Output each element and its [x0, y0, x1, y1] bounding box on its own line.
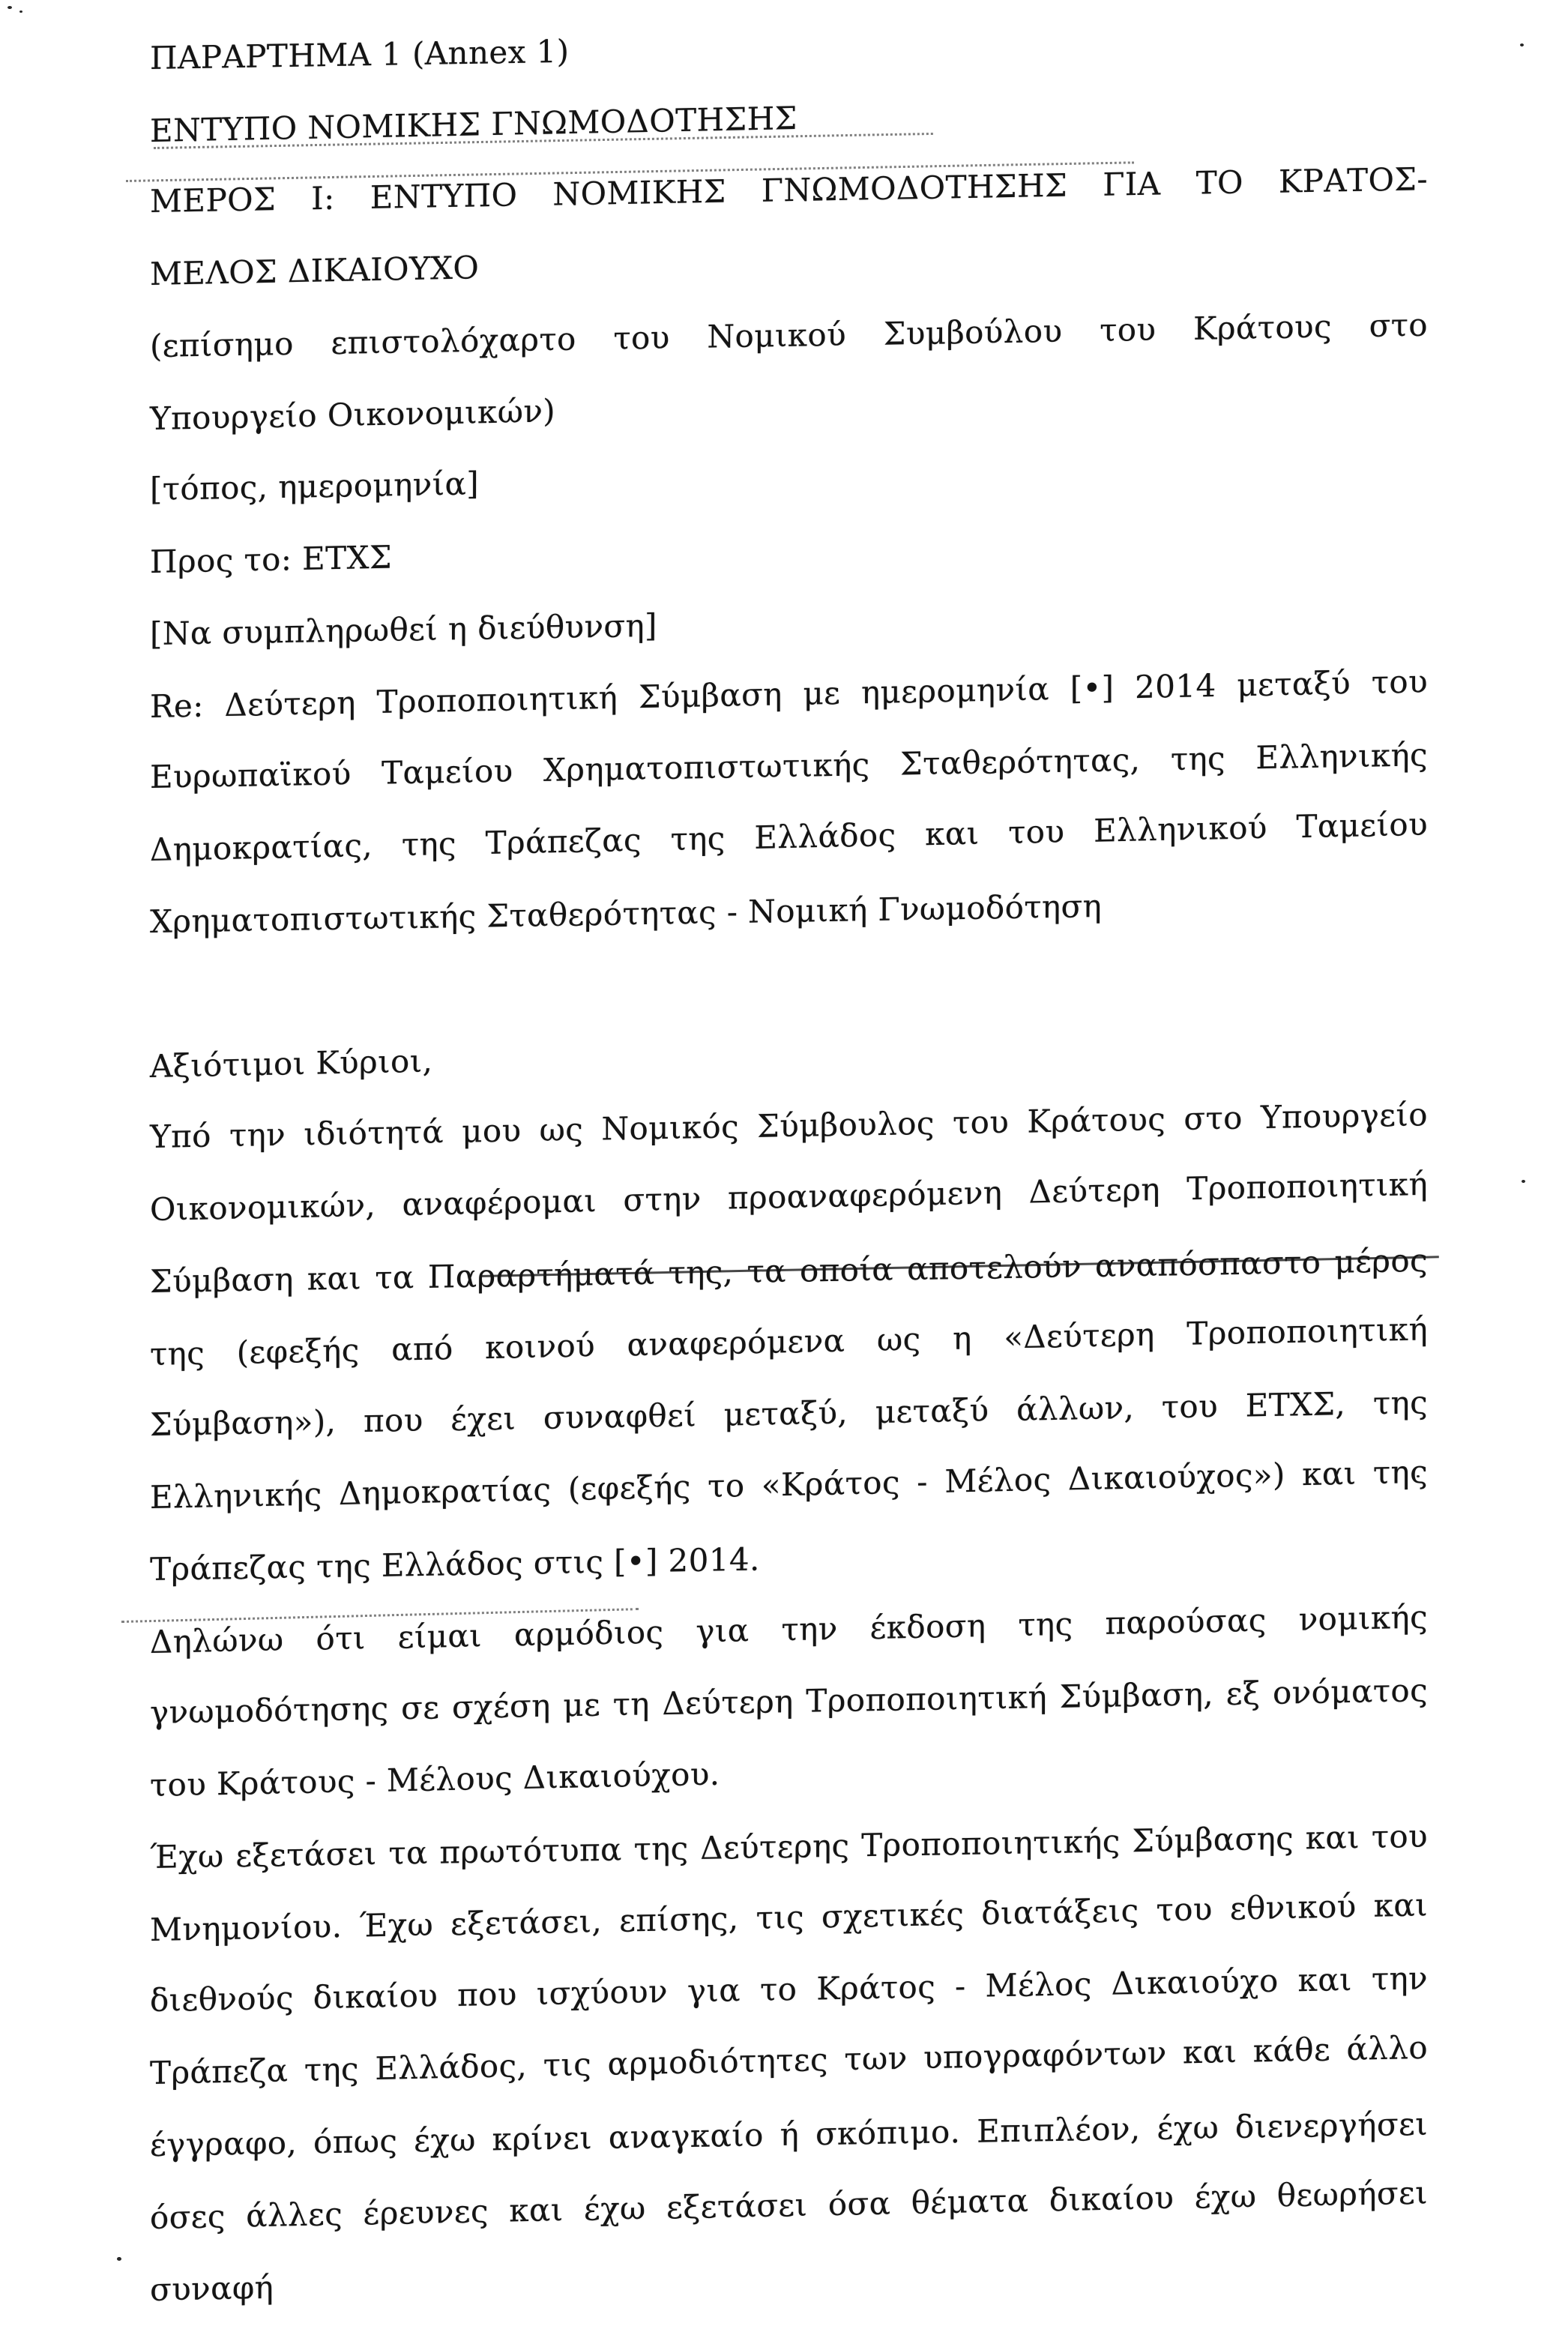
text-line-7: [τόπος, ημερομηνία]: [149, 465, 480, 508]
text-line-10: Re: Δεύτερη Τροποποιητική Σύμβαση με ημερομηνία [•] 2014 μεταξύ του: [149, 663, 1429, 725]
text-line-30: όσες άλλες έρευνες και έχω εξετάσει όσα θέματα δικαίου έχω θεωρήσει συναφή: [149, 2174, 1429, 2308]
text-line-17: Σύμβαση και τα Παραρτήματά της, τα οποία αποτελούν αναπόσπαστο μέρος: [149, 1241, 1429, 1301]
scan-speck: [19, 10, 22, 13]
scan-speck: [117, 2257, 121, 2261]
text-line-20: Ελληνικής Δημοκρατίας (εφεξής το «Κράτος - Μέλος Δικαιούχος») και της: [149, 1453, 1429, 1516]
text-line-11: Ευρωπαϊκού Ταμείου Χρηματοπιστωτικής Σταθερότητας, της Ελληνικής: [149, 736, 1429, 796]
text-line-12: Δημοκρατίας, της Τράπεζας της Ελλάδος και του Ελληνικού Ταμείου: [149, 805, 1429, 868]
text-line-16: Οικονομικών, αναφέρομαι στην προαναφερόμενη Δεύτερη Τροποποιητική: [149, 1165, 1429, 1228]
scan-speck: [1520, 43, 1524, 46]
text-line-1: ΠΑΡΑΡΤΗΜΑ 1 (Annex 1): [149, 32, 570, 77]
scan-speck: [1522, 1180, 1525, 1183]
text-line-3: ΜΕΡΟΣ Ι: ΕΝΤΥΠΟ ΝΟΜΙΚΗΣ ΓΝΩΜΟΔΟΤΗΣΗΣ ΓΙΑ ΤΟ ΚΡΑΤΟΣ-: [149, 160, 1429, 220]
text-line-23: γνωμοδότησης σε σχέση με τη Δεύτερη Τροποποιητική Σύμβαση, εξ ονόματος: [149, 1672, 1429, 1732]
text-line-29: έγγραφο, όπως έχω κρίνει αναγκαίο ή σκόπιμο. Επιπλέον, έχω διενεργήσει: [149, 2105, 1429, 2164]
text-line-26: Μνημονίου. Έχω εξετάσει, επίσης, τις σχετικές διατάξεις του εθνικού και: [149, 1886, 1429, 1948]
text-line-13: Χρηματοπιστωτικής Σταθερότητας - Νομική Γνωμοδότηση: [149, 887, 1103, 941]
text-line-28: Τράπεζα της Ελλάδος, τις αρμοδιότητες των υπογραφόντων και κάθε άλλο: [149, 2028, 1429, 2091]
text-line-15: Υπό την ιδιότητά μου ως Νομικός Σύμβουλος του Κράτους στο Υπουργείο: [149, 1096, 1429, 1156]
text-line-2: ΕΝΤΥΠΟ ΝΟΜΙΚΗΣ ΓΝΩΜΟΔΟΤΗΣΗΣ: [149, 99, 797, 149]
text-line-27: διεθνούς δικαίου που ισχύουν για το Κράτος - Μέλος Δικαιούχο και την: [149, 1959, 1429, 2019]
scan-speck: [7, 6, 12, 9]
text-line-9: [Να συμπληρωθεί η διεύθυνση]: [149, 606, 657, 653]
text-line-8: Προς το: ΕΤΧΣ: [149, 538, 393, 580]
text-line-4: ΜΕΛΟΣ ΔΙΚΑΙΟΥΧΟ: [149, 249, 480, 292]
text-line-18: της (εφεξής από κοινού αναφερόμενα ως η «Δεύτερη Τροποποιητική: [149, 1310, 1429, 1373]
text-line-14: Αξιότιμοι Κύριοι,: [149, 1042, 433, 1085]
text-block: [149, 0, 1429, 2308]
text-line-21: Τράπεζας της Ελλάδος στις [•] 2014.: [149, 1540, 760, 1588]
text-line-5: (επίσημο επιστολόχαρτο του Νομικού Συμβούλου του Κράτους στο: [149, 306, 1429, 365]
text-line-24: του Κράτους - Μέλους Δικαιούχου.: [149, 1755, 720, 1804]
text-line-6: Υπουργείο Οικονομικών): [149, 392, 556, 437]
text-line-19: Σύμβαση»), που έχει συναφθεί μεταξύ, μεταξύ άλλων, του ΕΤΧΣ, της: [149, 1384, 1429, 1444]
text-line-22: Δηλώνω ότι είμαι αρμόδιος για την έκδοση της παρούσας νομικής: [149, 1598, 1429, 1660]
text-line-25: Έχω εξετάσει τα πρωτότυπα της Δεύτερης Τροποποιητικής Σύμβασης και του: [149, 1817, 1429, 1876]
